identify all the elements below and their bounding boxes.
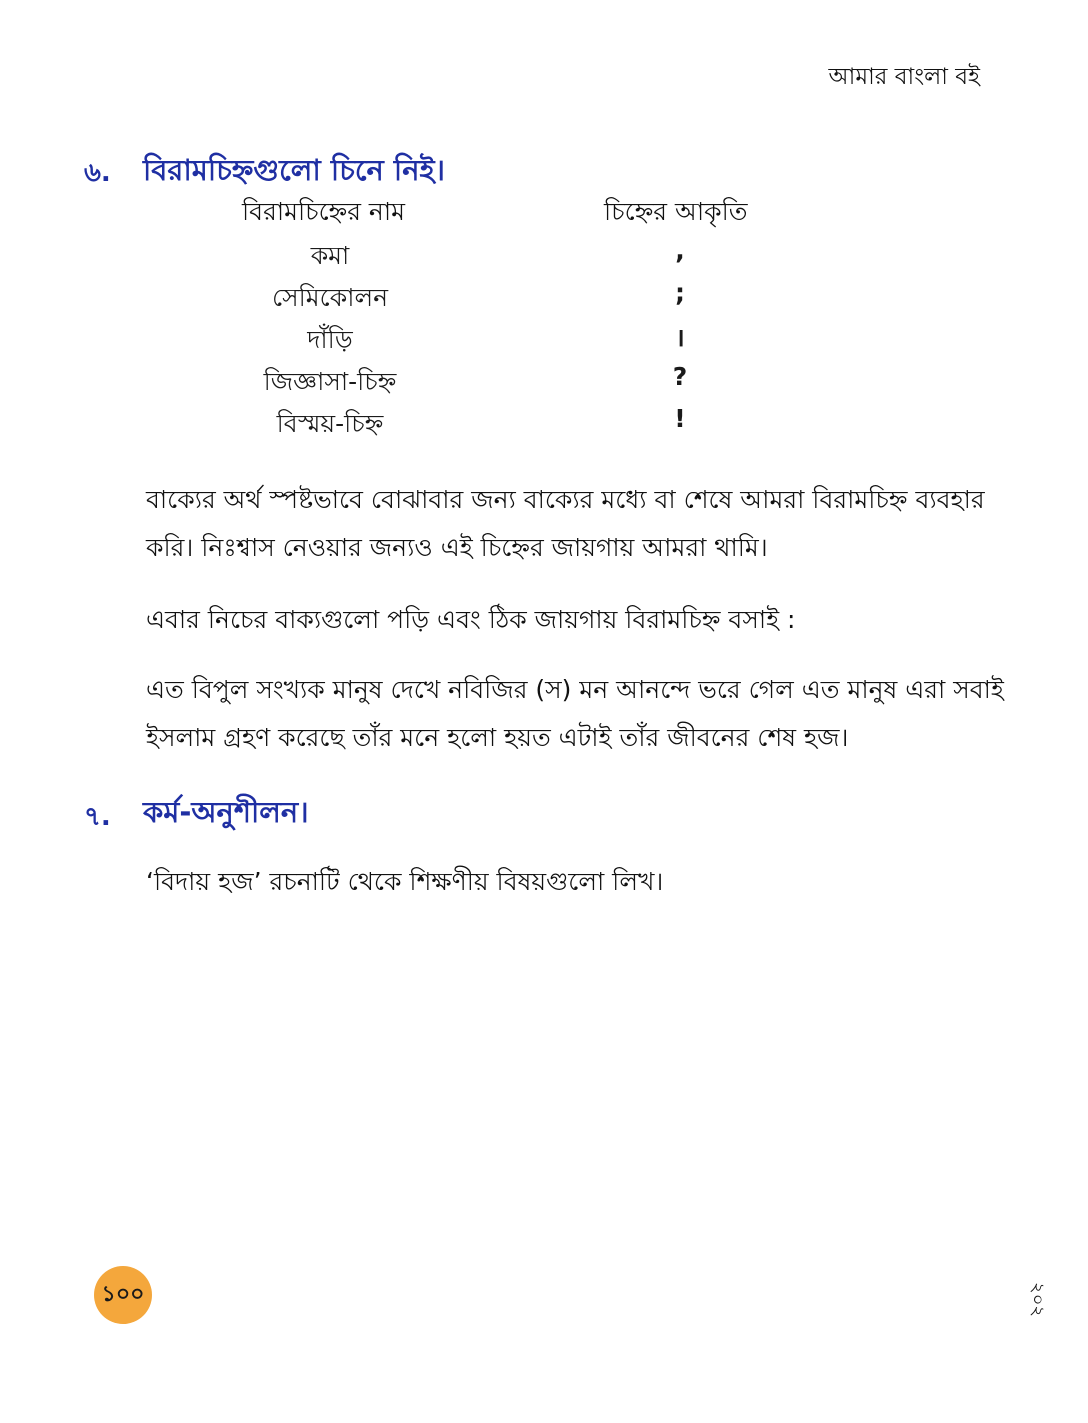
section-6-title: বিরামচিহ্নগুলো চিনে নিই। [143,153,445,187]
page-number-badge [94,1266,152,1324]
table-row [0,278,1088,320]
page-number: ১০০ [101,1281,145,1307]
section-7-number: ৭. [84,802,111,832]
activity-paragraph: ‘বিদায় হজ’ রচনাটি থেকে শিক্ষণীয় বিষয়গুলো লিখ। [146,867,664,896]
book-title: আমার বাংলা বই [828,64,980,90]
side-page-number: ২০২ [1027,1282,1048,1318]
mark-name: বিস্ময়-চিহ্ন [276,409,384,438]
section-6-number: ৬. [84,158,111,188]
mark-symbol: ! [674,404,686,433]
section-7-title: কর্ম-অনুশীলন। [143,795,309,829]
mark-name: কমা [310,241,350,270]
mark-symbol: , [675,236,685,265]
explanation-paragraph: বাক্যের অর্থ স্পষ্টভাবে বোঝাবার জন্য বাক্যের মধ্যে বা শেষে আমরা বিরামচিহ্ন ব্যবহার করি। নিঃশ্বাস নেওয়ার জন্যও এই চিহ্নের জায়গায় আমরা থামি। [146,485,985,562]
mark-name: সেমিকোলন [271,283,389,312]
mark-symbol: । [675,323,685,352]
mark-symbol: ? [672,362,688,391]
exercise-paragraph: এত বিপুল সংখ্যক মানুষ দেখে নবিজির (স) মন আনন্দে ভরে গেল এত মানুষ এরা সবাই ইসলাম গ্রহণ করেছে তাঁর মনে হলো হয়ত এটাই তাঁর জীবনের শেষ হজ। [146,675,1004,752]
table-row [0,362,1088,404]
instruction-paragraph: এবার নিচের বাক্যগুলো পড়ি এবং ঠিক জায়গায় বিরামচিহ্ন বসাই : [146,605,796,634]
mark-name: জিজ্ঞাসা-চিহ্ন [263,367,397,396]
column-header-shape: চিহ্নের আকৃতি [604,197,748,226]
column-header-name: বিরামচিহ্নের নাম [242,197,405,226]
mark-name: দাঁড়ি [307,325,353,354]
table-row [0,320,1088,362]
mark-symbol: ; [675,278,685,307]
table-row [0,404,1088,446]
table-row [0,236,1088,278]
